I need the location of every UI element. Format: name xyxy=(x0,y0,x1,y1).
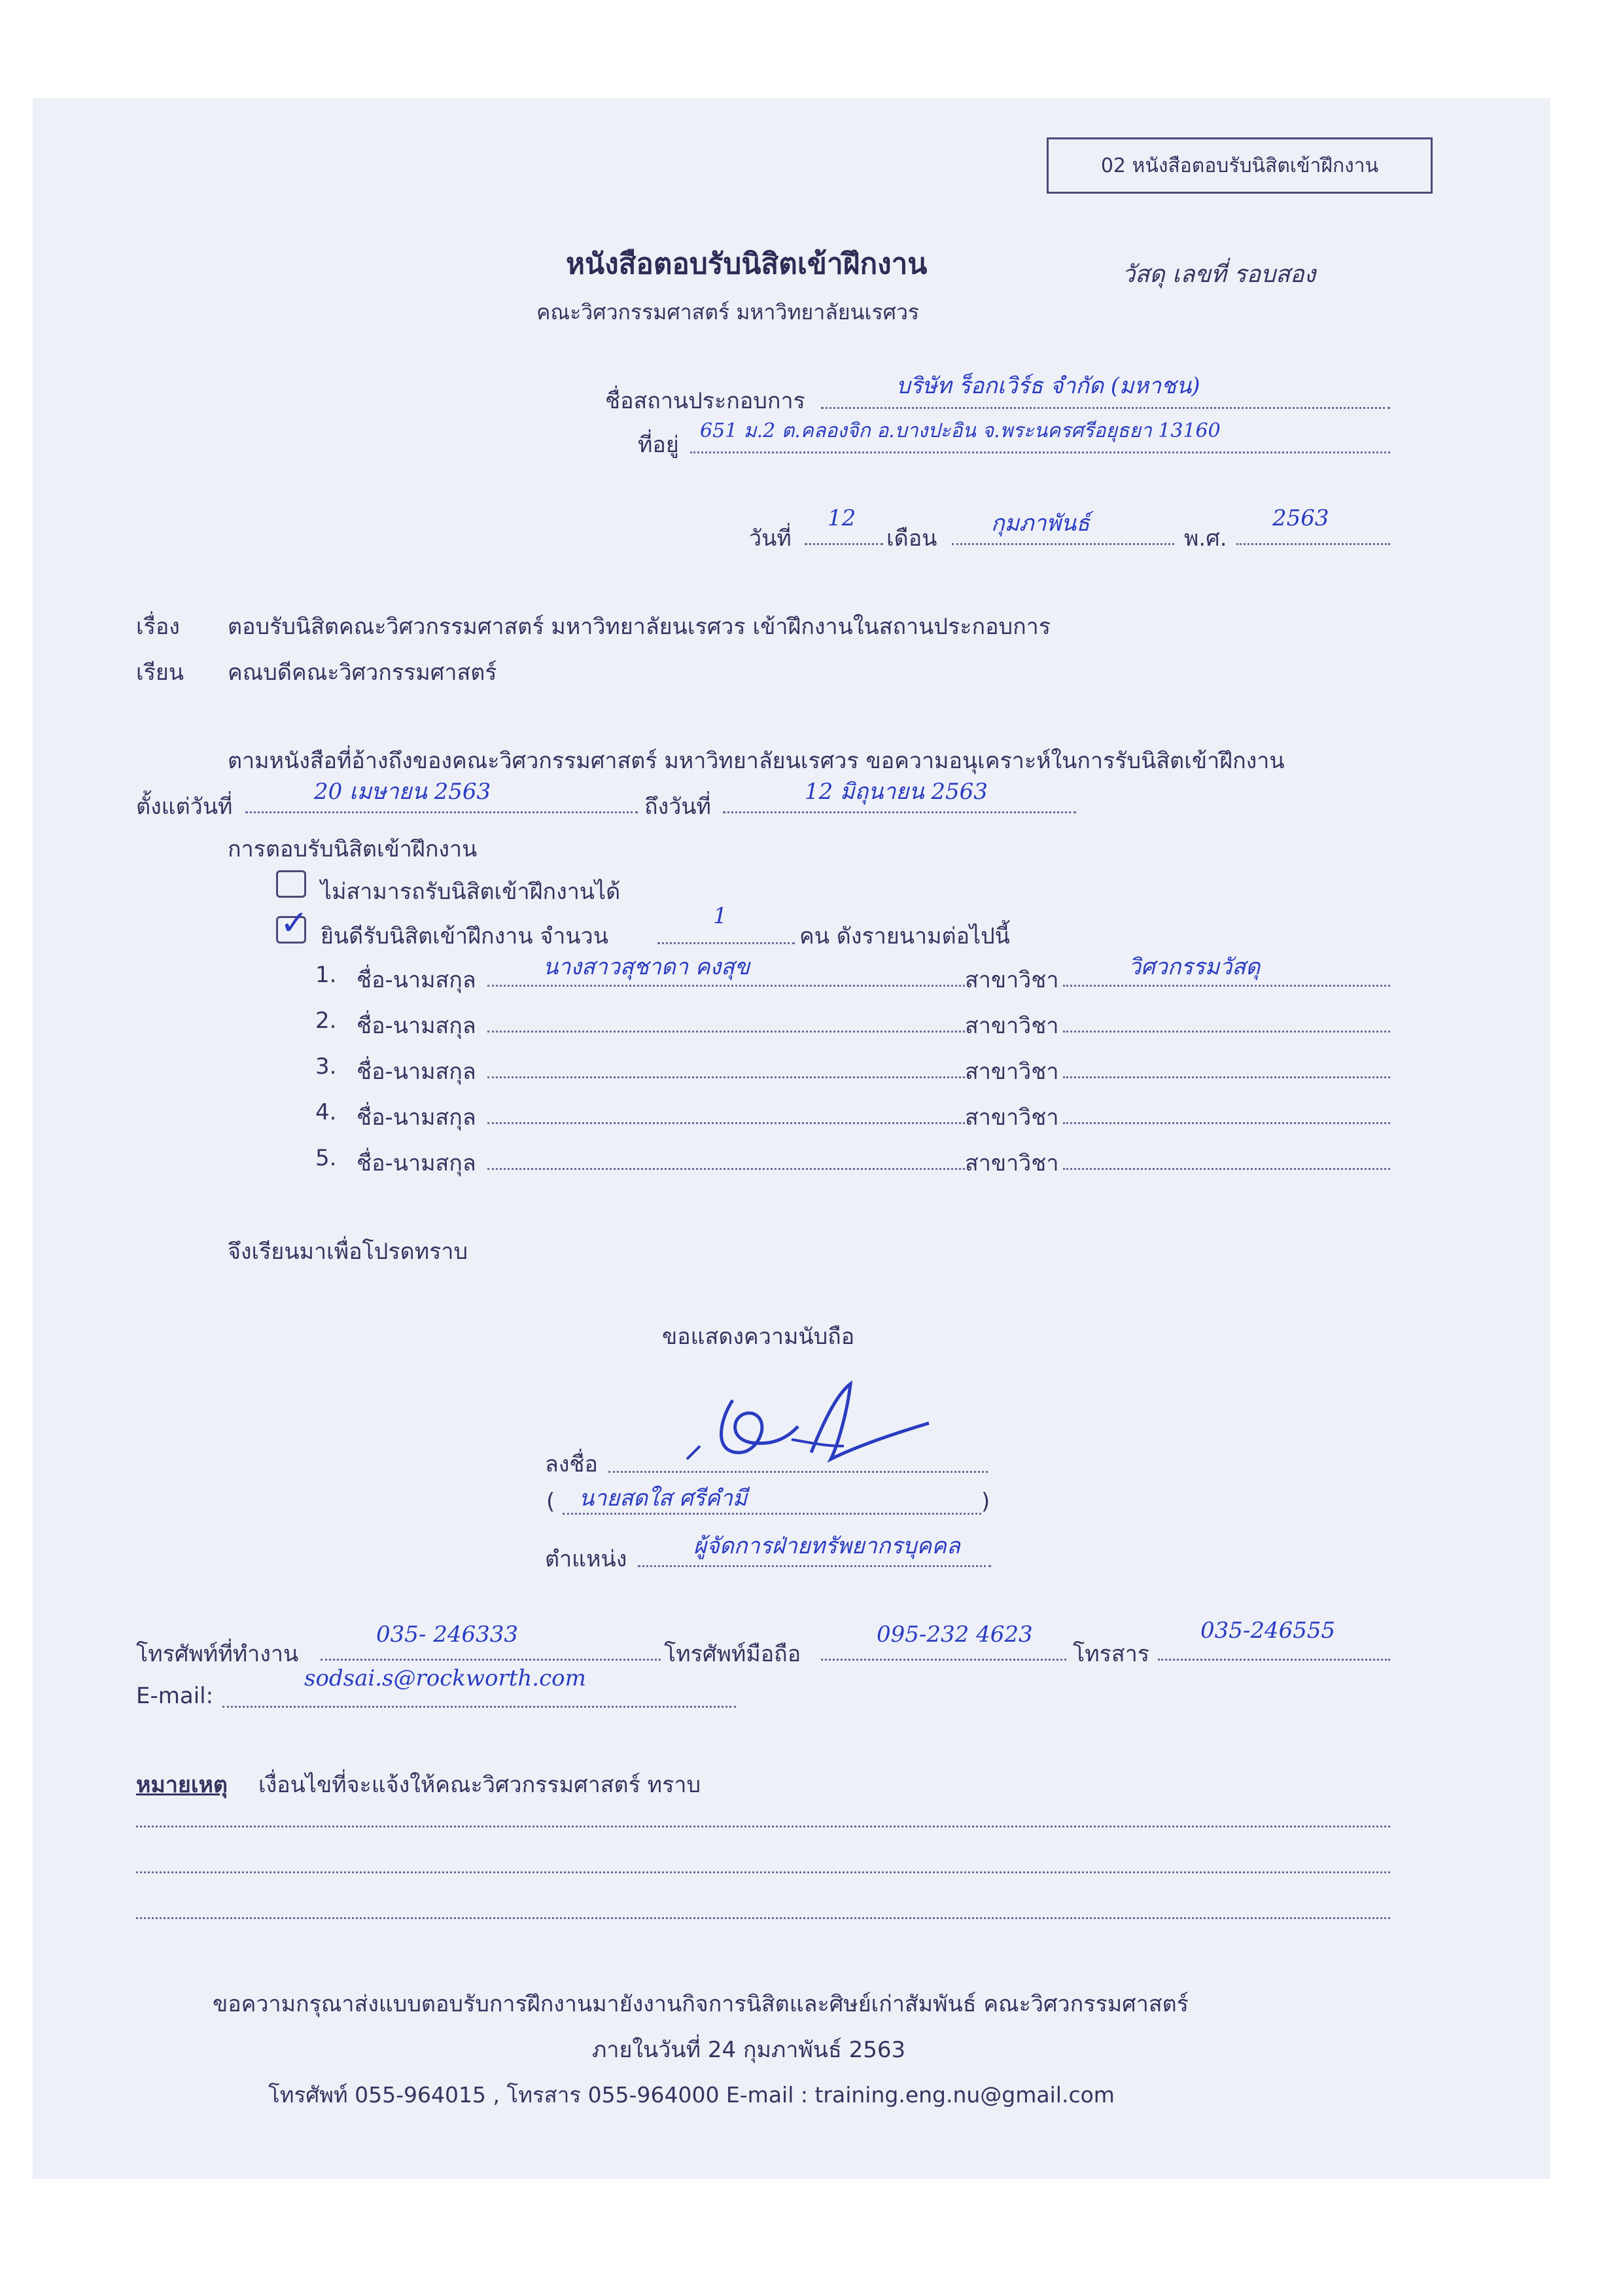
student-major-value: วิศวกรรมวัสดุ xyxy=(1128,954,1261,980)
handwritten-signature xyxy=(661,1381,949,1479)
student-row-number: 5. xyxy=(315,1145,337,1171)
office-phone-line xyxy=(321,1659,661,1661)
student-name-line xyxy=(487,1122,965,1124)
remarks-line xyxy=(136,1826,1390,1828)
accept-suffix: คน ดังรายนามต่อไปนี้ xyxy=(799,923,1010,949)
student-major-label: สาขาวิชา xyxy=(965,1104,1059,1131)
response-heading: การตอบรับนิสิตเข้าฝึกงาน xyxy=(228,836,478,862)
document-title: หนังสือตอบรับนิสิตเข้าฝึกงาน xyxy=(566,247,928,281)
student-name-label: ชื่อ-นามสกุล xyxy=(357,1150,476,1176)
document-subtitle: คณะวิศวกรรมศาสตร์ มหาวิทยาลัยนเรศวร xyxy=(536,300,920,325)
to-label: ถึงวันที่ xyxy=(644,794,711,820)
student-row-number: 4. xyxy=(315,1099,337,1125)
student-major-label: สาขาวิชา xyxy=(965,967,1059,993)
from-line xyxy=(245,811,638,813)
office-phone-label: โทรศัพท์ที่ทำงาน xyxy=(136,1641,299,1667)
remarks-text: เงื่อนไขที่จะแจ้งให้คณะวิศวกรรมศาสตร์ ทราบ xyxy=(258,1772,701,1798)
remarks-line xyxy=(136,1917,1390,1919)
student-major-label: สาขาวิชา xyxy=(965,1150,1059,1176)
from-label: ตั้งแต่วันที่ xyxy=(136,794,233,820)
student-major-line xyxy=(1063,985,1390,987)
closing-text: จึงเรียนมาเพื่อโปรดทราบ xyxy=(228,1239,468,1265)
check-icon: ✓ xyxy=(280,904,309,943)
sign-label: ลงชื่อ xyxy=(545,1451,598,1477)
student-name-label: ชื่อ-นามสกุล xyxy=(357,1104,476,1131)
to-value: 12 มิถุนายน 2563 xyxy=(805,779,988,805)
student-major-line xyxy=(1063,1168,1390,1170)
mobile-value: 095-232 4623 xyxy=(877,1621,1033,1648)
remarks-label: หมายเหตุ xyxy=(136,1772,228,1798)
form-tag: 02 หนังสือตอบรับนิสิตเข้าฝึกงาน xyxy=(1047,137,1433,194)
body-paragraph: ตามหนังสือที่อ้างถึงของคณะวิศวกรรมศาสตร์ มหาวิทยาลัยนเรศวร ขอความอนุเคราะห์ในการรับนิสิตเข้าฝึกงาน xyxy=(228,748,1285,774)
handwritten-note: วัสดุ เลขที่ รอบสอง xyxy=(1122,261,1316,288)
year-line xyxy=(1236,543,1390,545)
company-name-line xyxy=(821,407,1390,409)
student-row-number: 1. xyxy=(315,962,337,988)
reject-label: ไม่สามารถรับนิสิตเข้าฝึกงานได้ xyxy=(321,879,621,905)
reject-checkbox[interactable] xyxy=(276,870,306,898)
email-value: sodsai.s@rockworth.com xyxy=(304,1665,586,1691)
day-label: วันที่ xyxy=(749,525,792,552)
address-value: 651 ม.2 ต.คลองจิก อ.บางปะอิน จ.พระนครศรีอยุธยา 13160 xyxy=(700,419,1221,442)
position-value: ผู้จัดการฝ่ายทรัพยากรบุคคล xyxy=(693,1533,960,1559)
fax-line xyxy=(1158,1659,1390,1661)
student-major-label: สาขาวิชา xyxy=(965,1013,1059,1039)
student-name-line xyxy=(487,1076,965,1078)
mobile-label: โทรศัพท์มือถือ xyxy=(664,1641,801,1667)
student-row-number: 2. xyxy=(315,1008,337,1034)
student-major-line xyxy=(1063,1122,1390,1124)
signer-close-paren: ) xyxy=(981,1489,990,1515)
student-name-label: ชื่อ-นามสกุล xyxy=(357,1059,476,1085)
accept-count-value: 1 xyxy=(713,903,727,929)
to-line xyxy=(723,811,1076,813)
student-name-line xyxy=(487,1168,965,1170)
student-name-label: ชื่อ-นามสกุล xyxy=(357,967,476,993)
subject-text: ตอบรับนิสิตคณะวิศวกรรมศาสตร์ มหาวิทยาลัยนเรศวร เข้าฝึกงานในสถานประกอบการ xyxy=(228,614,1051,640)
email-line xyxy=(222,1706,736,1708)
email-label: E-mail: xyxy=(136,1683,214,1709)
fax-label: โทรสาร xyxy=(1073,1641,1150,1667)
student-major-line xyxy=(1063,1076,1390,1078)
month-value: กุมภาพันธ์ xyxy=(991,510,1090,537)
mobile-line xyxy=(821,1659,1066,1661)
subject-label: เรื่อง xyxy=(136,614,180,640)
remarks-line xyxy=(136,1871,1390,1873)
footer-line-2: ภายในวันที่ 24 กุมภาพันธ์ 2563 xyxy=(592,2037,906,2063)
student-major-label: สาขาวิชา xyxy=(965,1059,1059,1085)
day-line xyxy=(805,543,883,545)
address-line xyxy=(690,451,1390,453)
student-name-value: นางสาวสุชาดา คงสุข xyxy=(543,954,750,980)
signer-name: นายสดใส ศรีคำมี xyxy=(579,1485,748,1511)
accept-count-line xyxy=(657,942,795,944)
footer-line-3: โทรศัพท์ 055-964015 , โทรสาร 055-964000 E-mail : training.eng.nu@gmail.com xyxy=(268,2082,1115,2108)
recipient-label: เรียน xyxy=(136,660,184,686)
company-name-value: บริษัท ร็อกเวิร์ธ จำกัด (มหาชน) xyxy=(896,373,1200,399)
fax-value: 035-246555 xyxy=(1200,1617,1336,1644)
position-label: ตำแหน่ง xyxy=(545,1546,627,1572)
year-label: พ.ศ. xyxy=(1184,525,1227,552)
office-phone-value: 035- 246333 xyxy=(376,1621,518,1648)
company-name-label: ชื่อสถานประกอบการ xyxy=(605,388,805,414)
accept-label: ยินดีรับนิสิตเข้าฝึกงาน จำนวน xyxy=(321,923,608,949)
student-name-label: ชื่อ-นามสกุล xyxy=(357,1013,476,1039)
student-row-number: 3. xyxy=(315,1053,337,1080)
student-name-line xyxy=(487,1031,965,1033)
address-label: ที่อยู่ xyxy=(638,432,679,458)
month-line xyxy=(952,543,1174,545)
student-name-line xyxy=(487,985,965,987)
regards-text: ขอแสดงความนับถือ xyxy=(662,1324,855,1350)
from-value: 20 เมษายน 2563 xyxy=(314,779,491,805)
footer-line-1: ขอความกรุณาส่งแบบตอบรับการฝึกงานมายังงานกิจการนิสิตและศิษย์เก่าสัมพันธ์ คณะวิศวกรรมศาสตร์ xyxy=(213,1991,1189,2017)
year-value: 2563 xyxy=(1272,505,1329,531)
signer-open-paren: ( xyxy=(546,1489,555,1515)
month-label: เดือน xyxy=(886,525,937,552)
day-value: 12 xyxy=(828,505,856,531)
position-line xyxy=(638,1565,991,1567)
sign-line xyxy=(608,1471,988,1473)
student-major-line xyxy=(1063,1031,1390,1033)
recipient-text: คณบดีคณะวิศวกรรมศาสตร์ xyxy=(228,660,497,686)
